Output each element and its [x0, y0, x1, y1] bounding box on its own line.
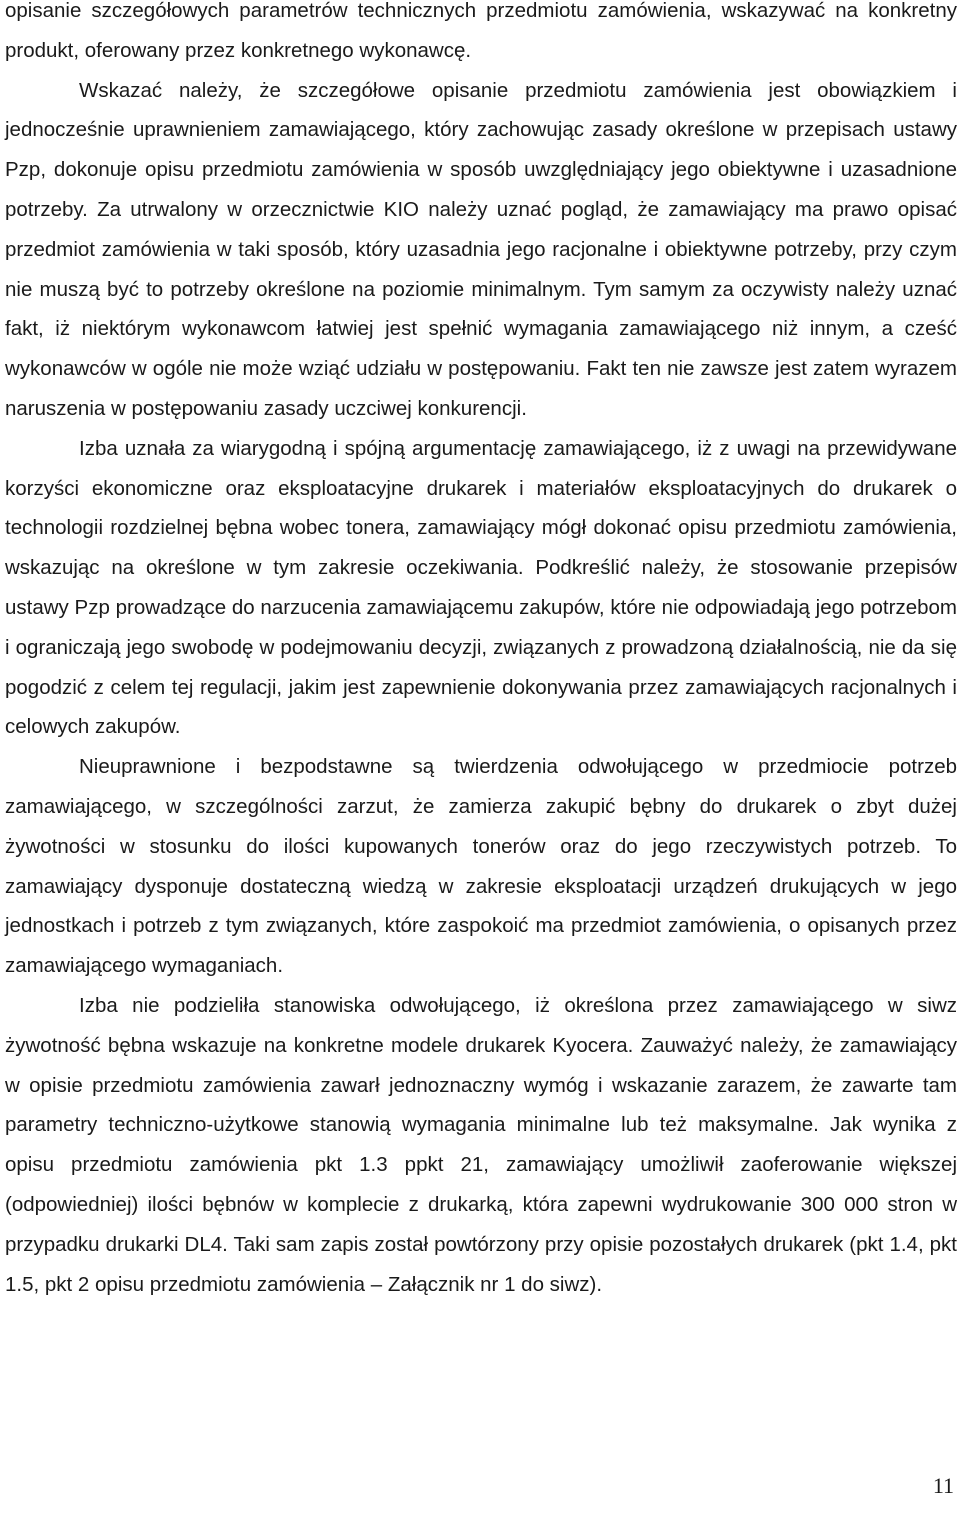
paragraph-4: Nieuprawnione i bezpodstawne są twierdzenia odwołującego w przedmiocie potrzeb zamawiającego, w szczególności zarzut, że zamierza zakupić bębny do drukarek o zbyt dużej żywotności w stosunku do ilości kupowanych tonerów oraz do jego rzeczywistych potrzeb. To zamawiający dysponuje dostateczną wiedzą w zakresie eksploatacji urządzeń drukujących w jego jednostkach i potrzeb z tym związanych, które zaspokoić ma przedmiot zamówienia, o opisanych przez zamawiającego wymaganiach.: [5, 755, 957, 978]
paragraph-1: opisanie szczegółowych parametrów technicznych przedmiotu zamówienia, wskazywać na konkretny produkt, oferowany przez konkretnego wykonawcę.: [5, 0, 957, 62]
paragraph-3: Izba uznała za wiarygodną i spójną argumentację zamawiającego, iż z uwagi na przewidywane korzyści ekonomiczne oraz eksploatacyjne drukarek i materiałów eksploatacyjnych do drukarek o technologii rozdzielnej bębna wobec tonera, zamawiający mógł dokonać opisu przedmiotu zamówienia, wskazując na określone w tym zakresie oczekiwania. Podkreślić należy, że stosowanie przepisów ustawy Pzp prowadzące do narzucenia zamawiającemu zakupów, które nie odpowiadają jego potrzebom i ograniczają jego swobodę w podejmowaniu decyzji, związanych z prowadzoną działalnością, nie da się pogodzić z celem tej regulacji, jakim jest zapewnienie dokonywania przez zamawiających racjonalnych i celowych zakupów.: [5, 436, 957, 739]
document-page: [5, 0, 957, 1304]
paragraph-5: Izba nie podzieliła stanowiska odwołującego, iż określona przez zamawiającego w siwz żywotność bębna wskazuje na konkretne modele drukarek Kyocera. Zauważyć należy, że zamawiający w opisie przedmiotu zamówienia zawarł jednoznaczny wymóg i wskazanie zarazem, że zawarte tam parametry techniczno-użytkowe stanowią wymagania minimalne lub też maksymalne. Jak wynika z opisu przedmiotu zamówienia pkt 1.3 ppkt 21, zamawiający umożliwił zaoferowanie większej (odpowiedniej) ilości bębnów w komplecie z drukarką, która zapewni wydrukowanie 300 000 stron w przypadku drukarki DL4. Taki sam zapis został powtórzony przy opisie pozostałych drukarek (pkt 1.4, pkt 1.5, pkt 2 opisu przedmiotu zamówienia – Załącznik nr 1 do siwz).: [5, 993, 957, 1296]
paragraph-2: Wskazać należy, że szczegółowe opisanie przedmiotu zamówienia jest obowiązkiem i jednocześnie uprawnieniem zamawiającego, który zachowując zasady określone w przepisach ustawy Pzp, dokonuje opisu przedmiotu zamówienia w sposób uwzględniający jego obiektywne i uzasadnione potrzeby. Za utrwalony w orzecznictwie KIO należy uznać pogląd, że zamawiający ma prawo opisać przedmiot zamówienia w taki sposób, który uzasadnia jego racjonalne i obiektywne potrzeby, przy czym nie muszą być to potrzeby określone na poziomie minimalnym. Tym samym za oczywisty należy uznać fakt, iż niektórym wykonawcom łatwiej jest spełnić wymagania zamawiającego niż innym, a cześć wykonawców w ogóle nie może wziąć udziału w postępowaniu. Fakt ten nie zawsze jest zatem wyrazem naruszenia w postępowaniu zasady uczciwej konkurencji.: [5, 78, 957, 420]
page-number: 11: [932, 1473, 954, 1498]
